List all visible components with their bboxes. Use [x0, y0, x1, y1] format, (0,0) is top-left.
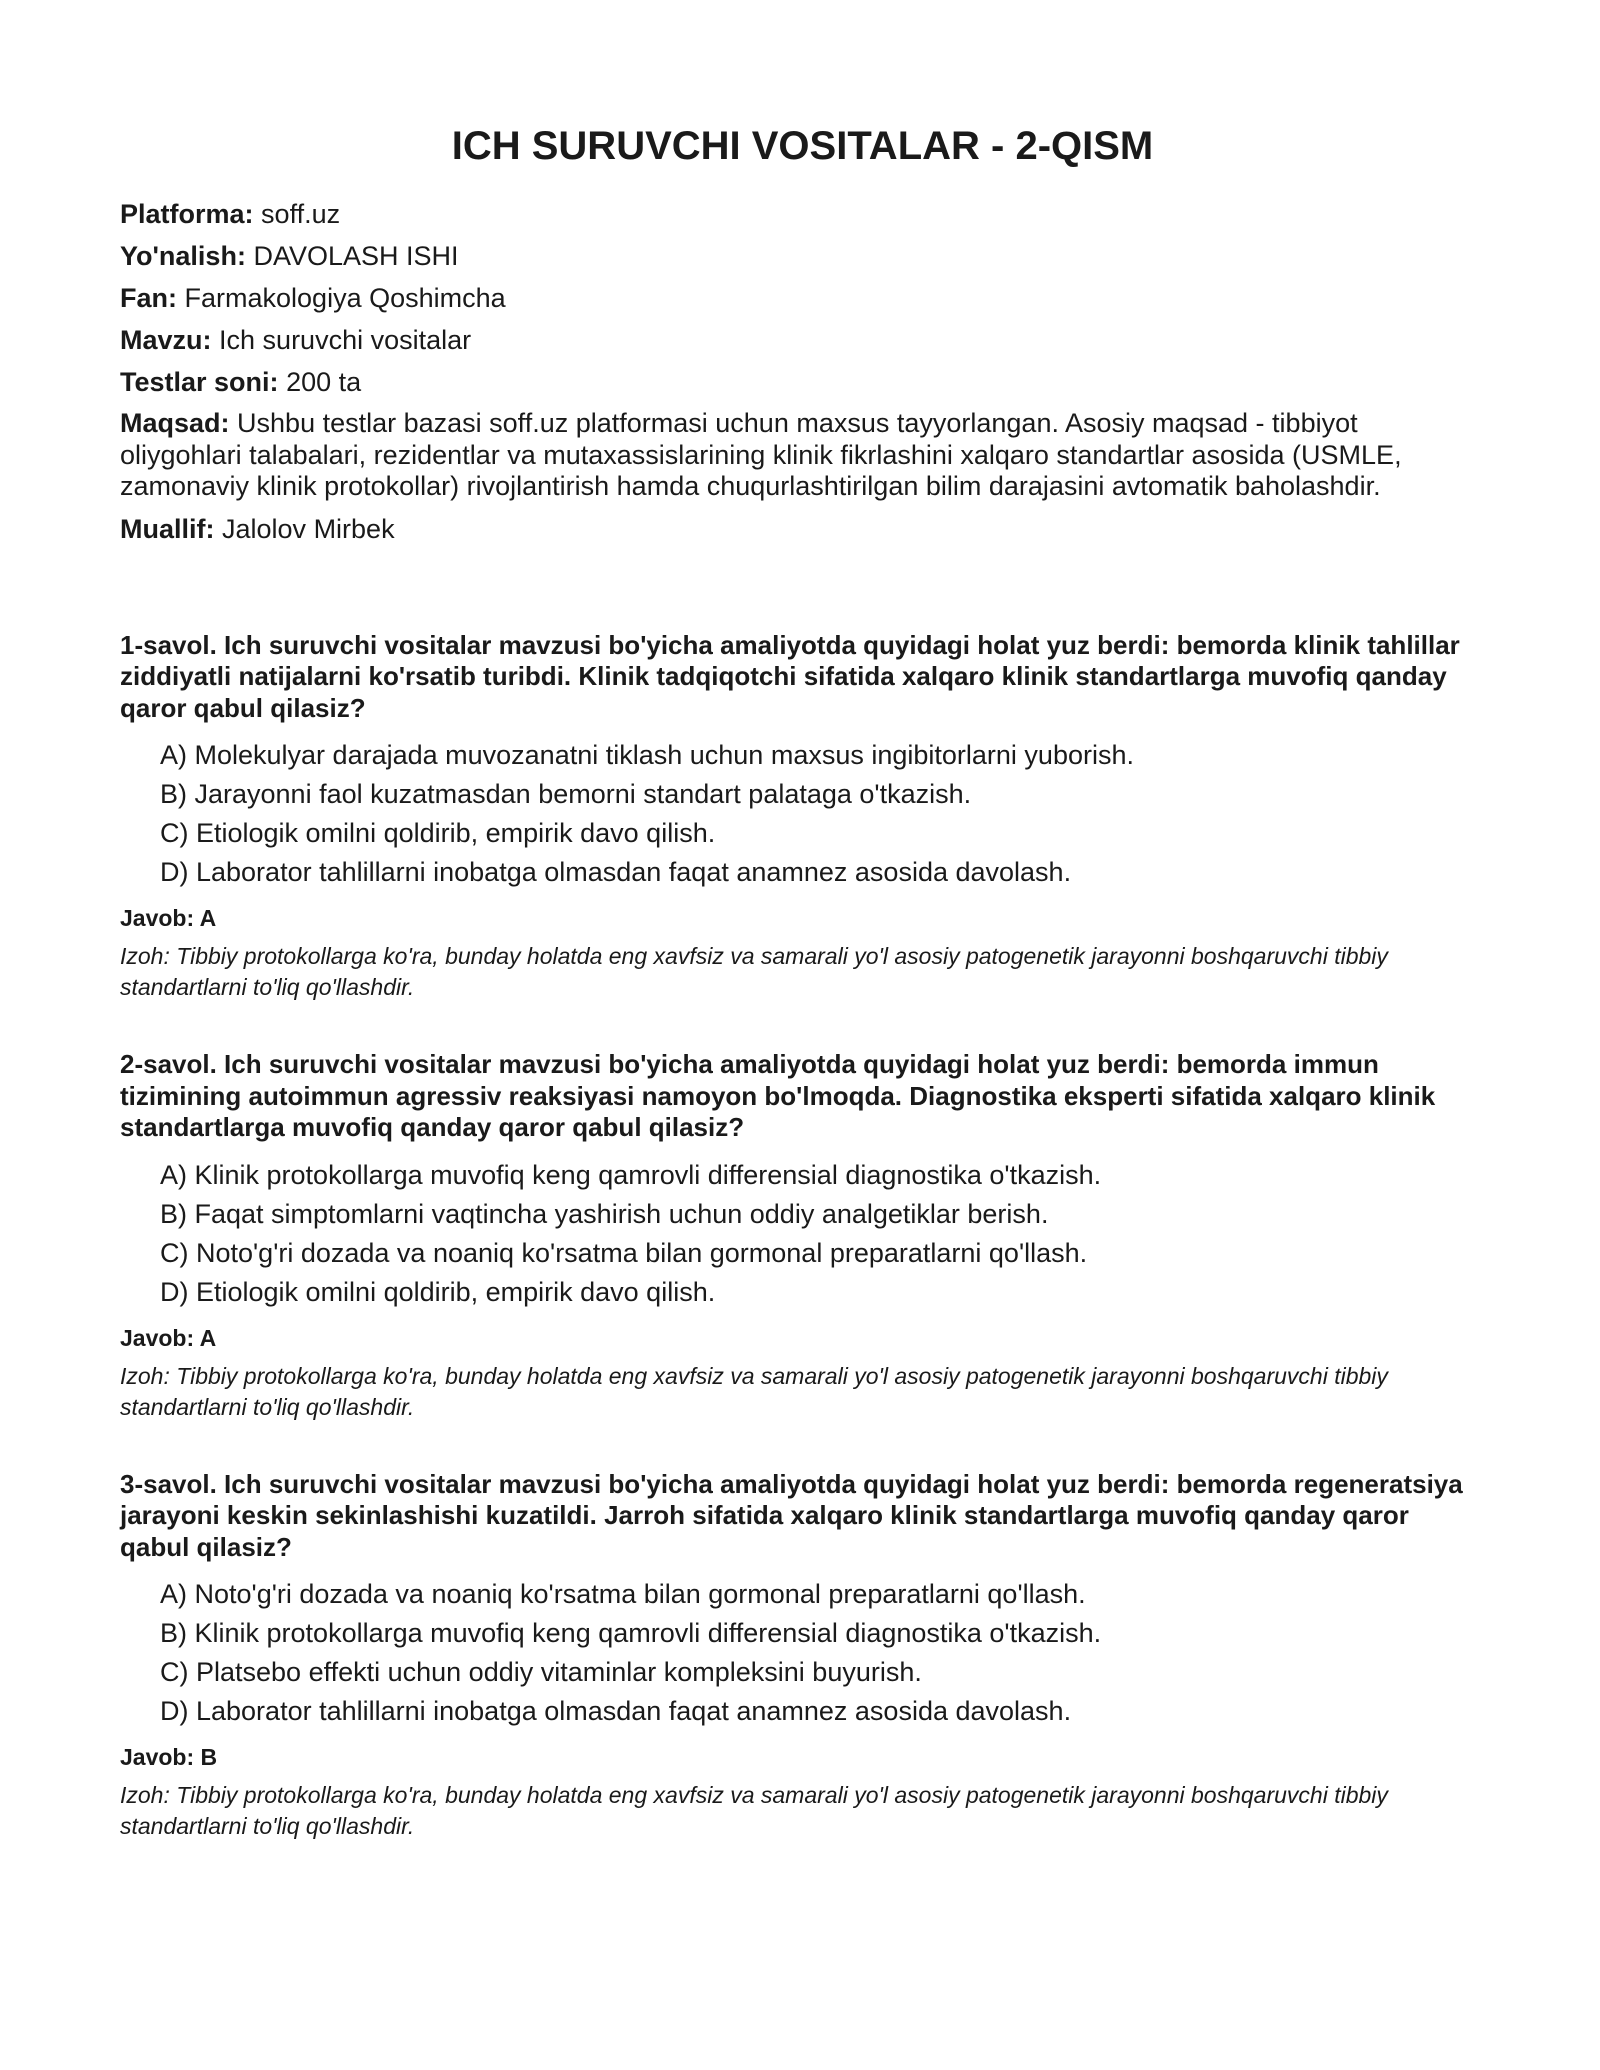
option-b: B) Klinik protokollarga muvofiq keng qamrovli differensial diagnostika o'tkazish. — [160, 1618, 1102, 1648]
meta-platform — [120, 198, 1465, 231]
meta-goal-label: Maqsad: — [120, 408, 230, 438]
answer-options — [120, 736, 1465, 892]
answer-explanation: Izoh: Tibbiy protokollarga ko'ra, bunday holatda eng xavfsiz va samarali yo'l asosiy patogenetik jarayonni boshqaruvchi tibbiy standartlarni to'liq qo'llashdir. — [120, 943, 1388, 1000]
document-title: ICH SURUVCHI VOSITALAR - 2-QISM — [451, 124, 1154, 168]
answer-options — [120, 1156, 1465, 1312]
meta-test-count-label: Testlar soni: — [120, 367, 279, 397]
meta-test-count — [120, 366, 1465, 399]
meta-goal-value: Ushbu testlar bazasi soff.uz platformasi uchun maxsus tayyorlangan. Asosiy maqsad - tibbiyot oliygohlari talabalari, rezidentlar va mutaxassislarining klinik fikrlashini xalqaro standartlar asosida (USMLE, zamonaviy klinik protokollar) rivojlantirish hamda chuqurlashtirilgan bilim darajasini avtomatik baholashdir. — [120, 408, 1402, 501]
question-item — [120, 1469, 1465, 1843]
meta-subject-label: Fan: — [120, 283, 177, 313]
option-c: C) Etiologik omilni qoldirib, empirik davo qilish. — [160, 818, 716, 848]
option-c: C) Platsebo effekti uchun oddiy vitaminlar kompleksini buyurish. — [160, 1657, 922, 1687]
option-d: D) Laborator tahlillarni inobatga olmasdan faqat anamnez asosida davolash. — [160, 1696, 1072, 1726]
option-a: A) Klinik protokollarga muvofiq keng qamrovli differensial diagnostika o'tkazish. — [160, 1159, 1102, 1190]
option-a: A) Noto'g'ri dozada va noaniq ko'rsatma bilan gormonal preparatlarni qo'llash. — [160, 1579, 1086, 1609]
meta-author-label: Muallif: — [120, 513, 215, 544]
correct-answer: Javob: B — [120, 1744, 218, 1770]
meta-test-count-value: 200 ta — [286, 367, 362, 397]
answer-options — [120, 1575, 1465, 1731]
correct-answer: Javob: A — [120, 1324, 217, 1351]
meta-topic — [120, 324, 1465, 357]
meta-platform-label: Platforma: — [120, 199, 254, 229]
document-page — [120, 122, 1465, 1888]
meta-goal — [120, 408, 1465, 503]
question-item — [120, 1049, 1465, 1423]
question-item — [120, 630, 1465, 1004]
meta-subject-value: Farmakologiya Qoshimcha — [184, 283, 506, 313]
document-meta — [120, 198, 1465, 546]
option-a: A) Molekulyar darajada muvozanatni tiklash uchun maxsus ingibitorlarni yuborish. — [160, 740, 1134, 770]
question-text: 1-savol. Ich suruvchi vositalar mavzusi bo'yicha amaliyotda quyidagi holat yuz berdi: bemorda klinik tahlillar ziddiyatli natijalarni ko'rsatib turibdi. Klinik tadqiqotchi sifatida xalqaro klinik standartlarga muvofiq qanday qaror qabul qilasiz? — [120, 629, 1460, 723]
question-list — [120, 630, 1465, 1843]
question-text: 2-savol. Ich suruvchi vositalar mavzusi bo'yicha amaliyotda quyidagi holat yuz berdi: bemorda immun tizimining autoimmun agressiv reaksiyasi namoyon bo'lmoqda. Diagnostika eksperti sifatida xalqaro klinik standartlarga muvofiq qanday qaror qabul qilasiz? — [120, 1049, 1436, 1142]
question-text: 3-savol. Ich suruvchi vositalar mavzusi bo'yicha amaliyotda quyidagi holat yuz berdi: bemorda regeneratsiya jarayoni keskin sekinlashishi kuzatildi. Jarroh sifatida xalqaro klinik standartlarga muvofiq qanday qaror qabul qilasiz? — [120, 1468, 1463, 1562]
meta-direction-value: DAVOLASH ISHI — [253, 241, 459, 271]
option-b: B) Faqat simptomlarni vaqtincha yashirish uchun oddiy analgetiklar berish. — [160, 1198, 1049, 1229]
meta-author — [120, 513, 1465, 546]
meta-topic-label: Mavzu: — [120, 325, 212, 355]
answer-explanation: Izoh: Tibbiy protokollarga ko'ra, bunday holatda eng xavfsiz va samarali yo'l asosiy patogenetik jarayonni boshqaruvchi tibbiy standartlarni to'liq qo'llashdir. — [120, 1362, 1388, 1420]
meta-platform-value: soff.uz — [261, 199, 341, 229]
meta-direction-label: Yo'nalish: — [120, 241, 246, 271]
option-d: D) Etiologik omilni qoldirib, empirik davo qilish. — [160, 1276, 716, 1307]
correct-answer: Javob: A — [120, 905, 217, 931]
meta-direction — [120, 240, 1465, 273]
answer-explanation: Izoh: Tibbiy protokollarga ko'ra, bunday holatda eng xavfsiz va samarali yo'l asosiy patogenetik jarayonni boshqaruvchi tibbiy standartlarni to'liq qo'llashdir. — [120, 1782, 1388, 1839]
option-b: B) Jarayonni faol kuzatmasdan bemorni standart palataga o'tkazish. — [160, 779, 972, 809]
option-c: C) Noto'g'ri dozada va noaniq ko'rsatma bilan gormonal preparatlarni qo'llash. — [160, 1237, 1088, 1268]
meta-author-value: Jalolov Mirbek — [222, 513, 395, 544]
meta-topic-value: Ich suruvchi vositalar — [219, 325, 472, 355]
option-d: D) Laborator tahlillarni inobatga olmasdan faqat anamnez asosida davolash. — [160, 857, 1072, 887]
meta-subject — [120, 282, 1465, 315]
